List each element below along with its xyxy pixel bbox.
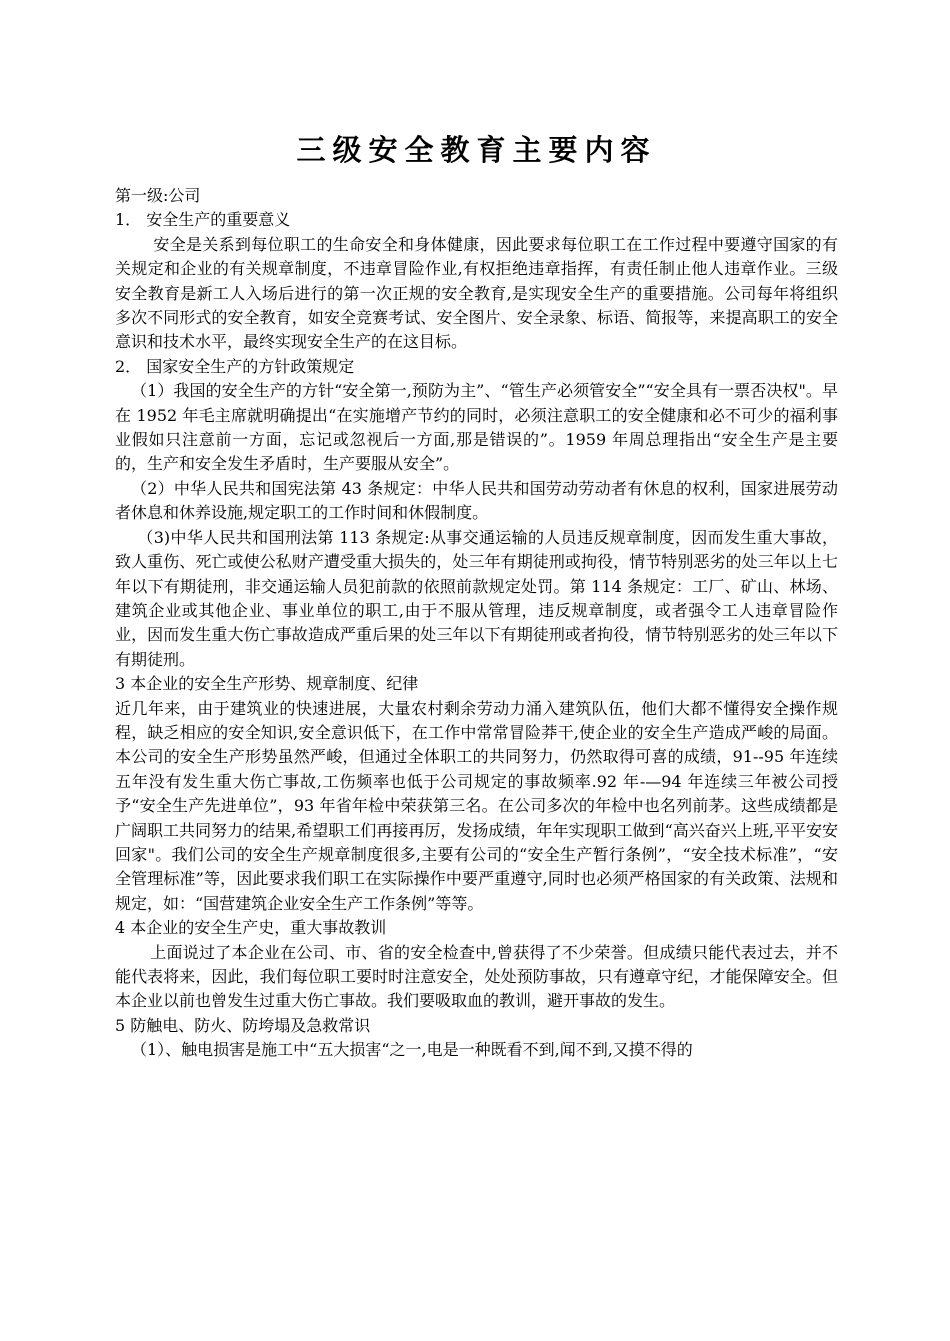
section-1-paragraph: 安全是关系到每位职工的生命安全和身体健康，因此要求每位职工在工作过程中要遵守国家的有关规定和企业的有关规章制度，不违章冒险作业,有权拒绝违章指挥，有责任制止他人违章作业。三级安全教育是新工人入场后进行的第一次正规的安全教育,是实现安全生产的重要措施。公司每年将组织多次不同形式的安全教育，如安全竞赛考试、安全图片、安全录象、标语、简报等，来提高职工的安全意识和技术水平，最终实现安全生产的在这目标。 (115, 234, 838, 352)
section-2-paragraph-3: （3)中华人民共和国刑法第 113 条规定:从事交通运输的人员违反规章制度，因而发生重大事故，致人重伤、死亡或使公私财产遭受重大损失的，处三年有期徒刑或拘役，情节特别恶劣的处三年以上七年以下有期徒刑，非交通运输人员犯前款的依照前款规定处罚。第 114 条规定：工厂、矿山、林场、建筑企业或其他企业、事业单位的职工,由于不服从管理，违反规章制度，或者强令工人违章冒险作业，因而发生重大伤亡事故造成严重后果的处三年以下有期徒刑或者拘役，情节特别恶劣的处三年以下有期徒刑。 (115, 527, 838, 669)
section-2-paragraph-2: （2）中华人民共和国宪法第 43 条规定：中华人民共和国劳动劳动者有休息的权利，国家进展劳动者休息和休养设施,规定职工的工作时间和休假制度。 (115, 478, 838, 523)
section-2-heading: 2． 国家安全生产的方针政策规定 (115, 356, 355, 376)
section-1-heading: 1． 安全生产的重要意义 (115, 210, 291, 230)
section-5-heading: 5 防触电、防火、防垮塌及急救常识 (115, 1015, 371, 1035)
section-2-paragraph-1: （1）我国的安全生产的方针“安全第一,预防为主”、“管生产必须管安全”“安全具有一票否决权"。早在 1952 年毛主席就明确提出“在实施增产节约的同时，必须注意职工的安全健康和必不可少的福利事业假如只注意前一方面，忘记或忽视后一方面,那是错误的”。1959 年周总理指出“安全生产是主要的，生产和安全发生矛盾时，生产要服从安全”。 (115, 381, 838, 474)
section-5-paragraph: （1）、触电损害是施工中“五大损害“之一,电是一种既看不到,闻不到,又摸不得的 (131, 1040, 693, 1060)
section-4-paragraph: 上面说过了本企业在公司、市、省的安全检查中,曾获得了不少荣誉。但成绩只能代表过去，并不能代表将来，因此，我们每位职工要时时注意安全，处处预防事故，只有遵章守纪，才能保障安全。但本企业以前也曾发生过重大伤亡事故。我们要吸取血的教训，避开事故的发生。 (115, 942, 838, 1011)
level-heading: 第一级:公司 (115, 186, 201, 205)
document-title: 三级安全教育主要内容 (296, 133, 657, 167)
section-4-heading: 4 本企业的安全生产史，重大事故教训 (115, 918, 387, 938)
section-3-heading: 3 本企业的安全生产形势、规章制度、纪律 (115, 674, 419, 694)
section-3-paragraph: 近几年来，由于建筑业的快速进展，大量农村剩余劳动力涌入建筑队伍，他们大都不懂得安全操作规程，缺乏相应的安全知识,安全意识低下，在工作中常常冒险莽干,使企业的安全生产造成严峻的局面。本公司的安全生产形势虽然严峻，但通过全体职工的共同努力，仍然取得可喜的成绩，91--95 年连续五年没有发生重大伤亡事故,工伤频率也低于公司规定的事故频率.92 年-—94 年连续三年被公司授予“安全生产先进单位”，93 年省年检中荣获第三名。在公司多次的年检中也名列前茅。这些成绩都是广阔职工共同努力的结果,希望职工们再接再厉，发扬成绩，年年实现职工做到“高兴奋兴上班,平平安安回家"。我们公司的安全生产规章制度很多,主要有公司的“安全生产暂行条例”，“安全技术标准”，“安全管理标准”等，因此要求我们职工在实际操作中要严重遵守,同时也必须严格国家的有关政策、法规和规定，如：“国营建筑企业安全生产工作条例”等等。 (115, 698, 838, 913)
